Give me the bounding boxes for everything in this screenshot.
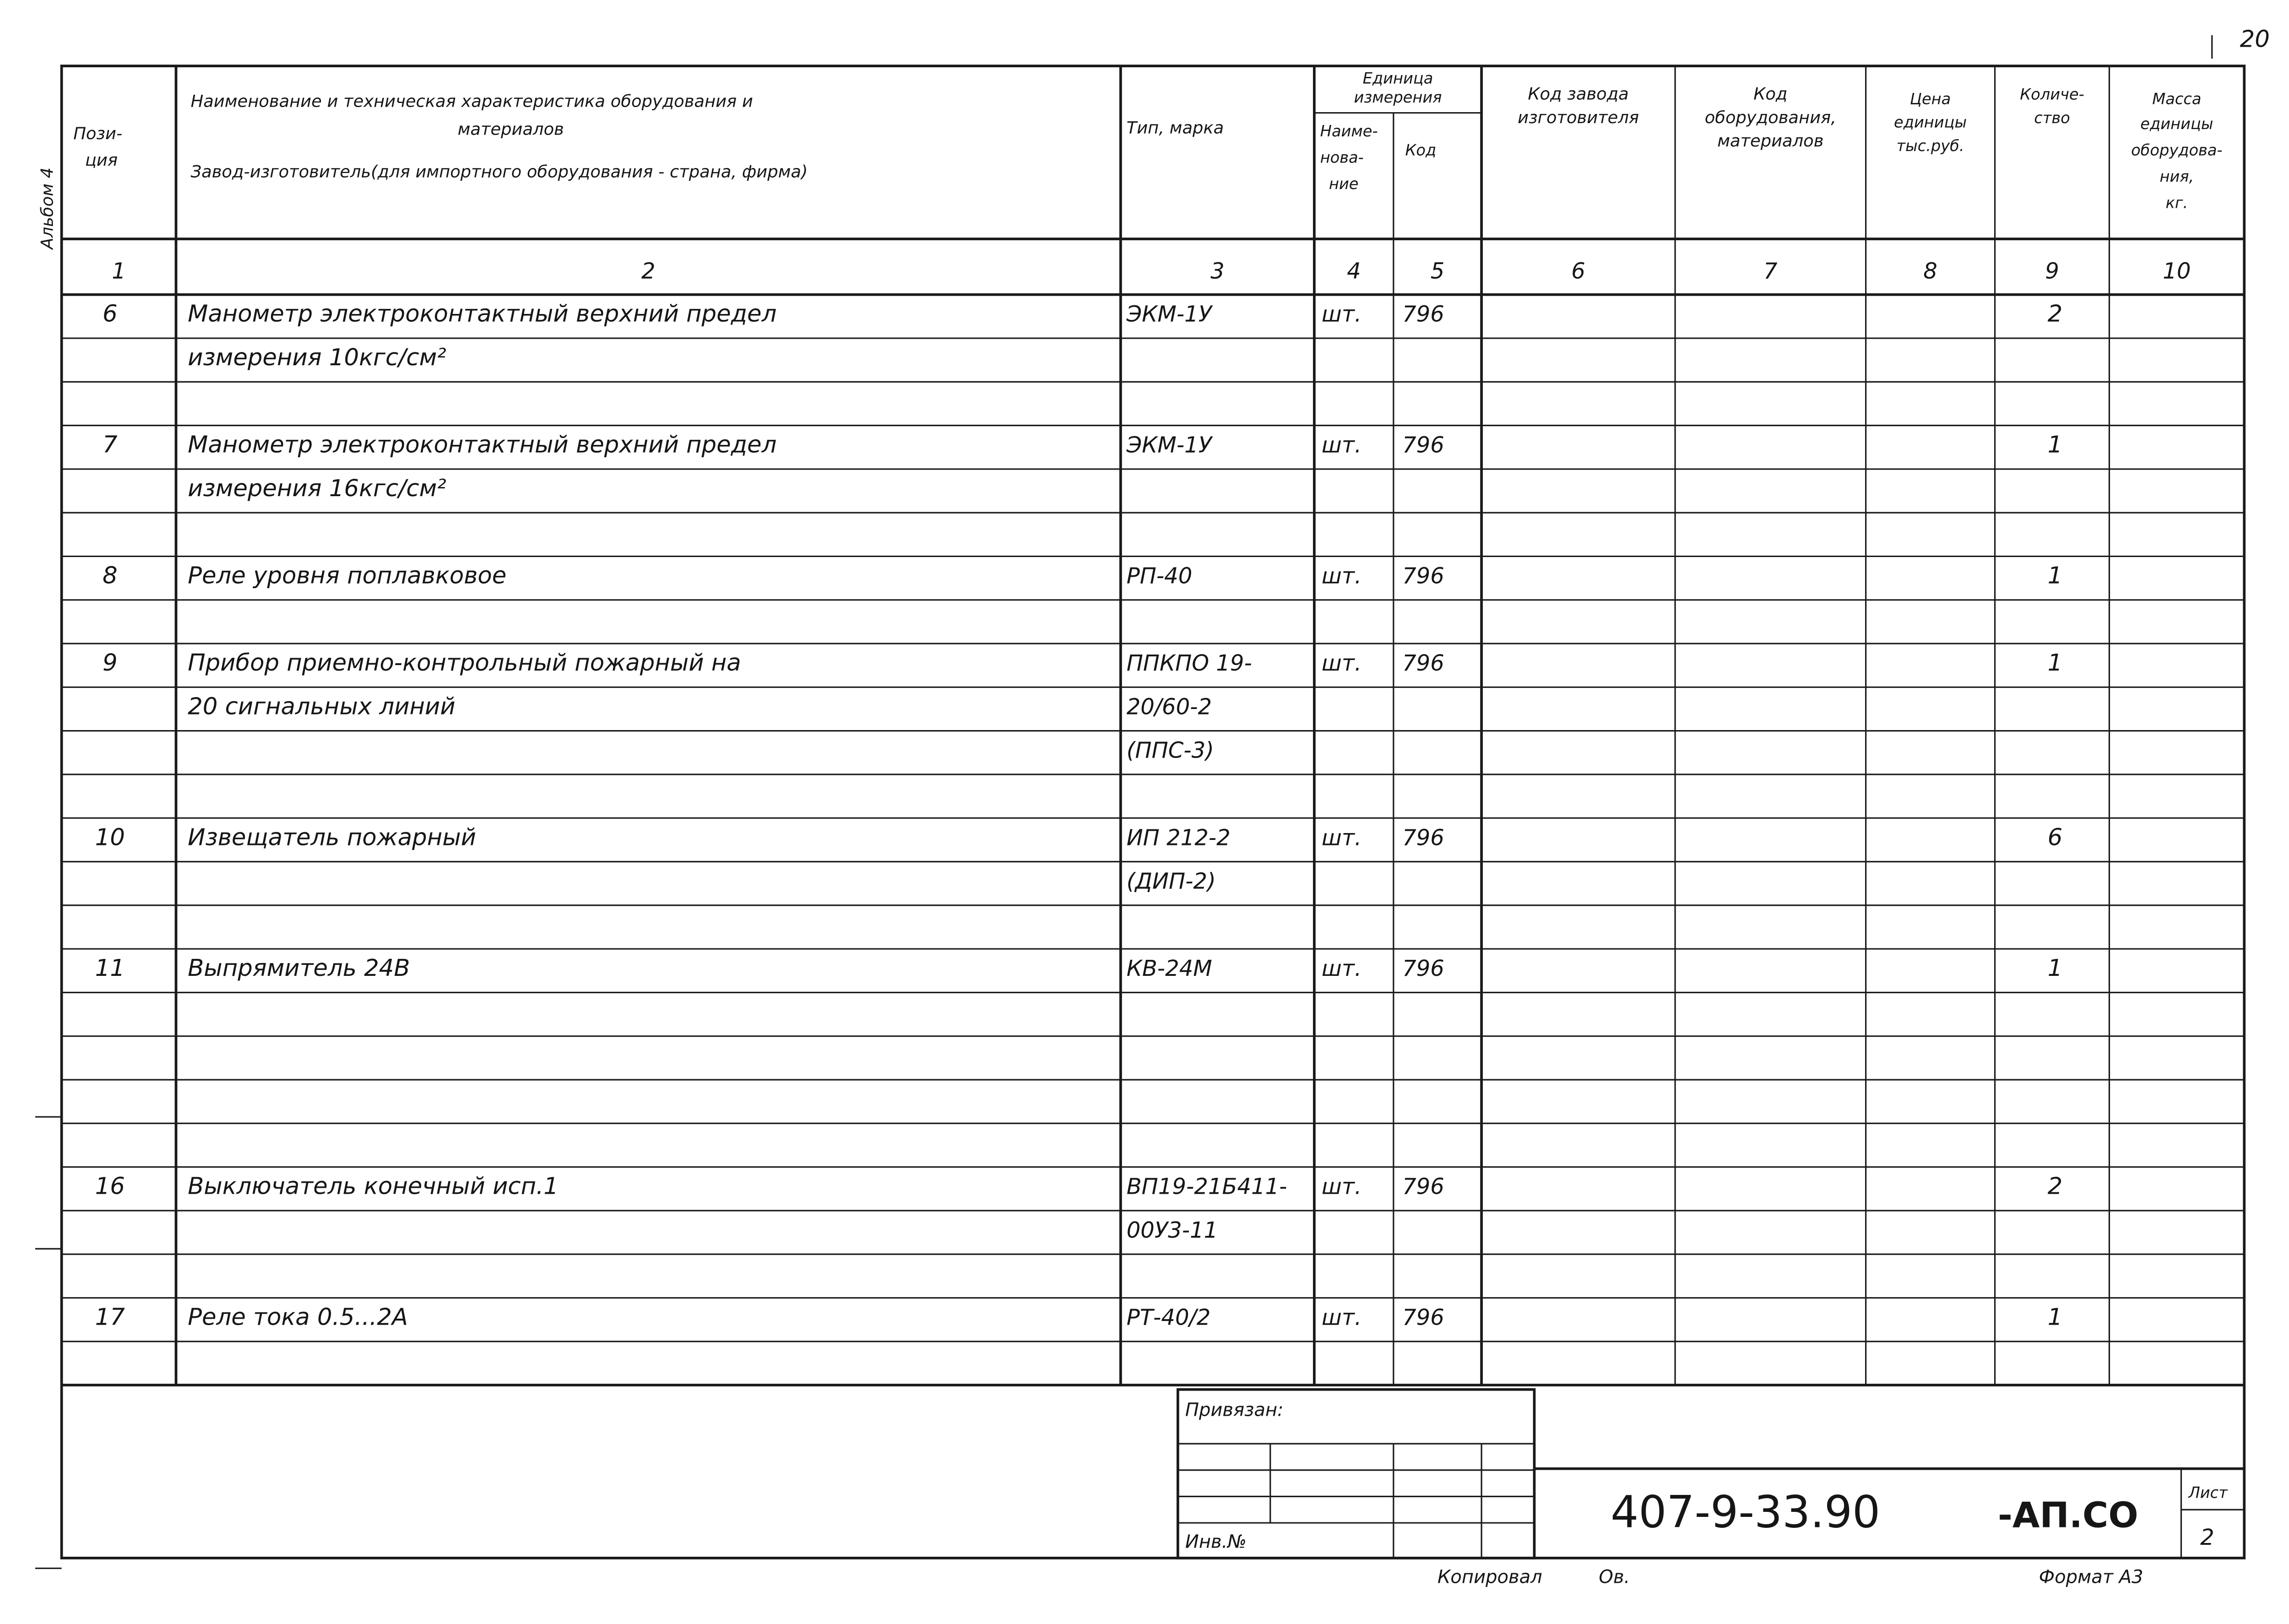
header-position-2: ция — [85, 150, 118, 170]
type-cell: 00У3-11 — [1126, 1217, 1218, 1243]
position-cell: 6 — [102, 300, 118, 328]
quantity-cell: 1 — [2047, 431, 2063, 459]
name-cell: Прибор приемно-контрольный пожарный на — [188, 649, 741, 677]
copied-signature: Ов. — [1599, 1566, 1630, 1588]
quantity-cell: 1 — [2047, 954, 2063, 982]
name-cell: Реле тока 0.5...2А — [188, 1303, 408, 1331]
document-suffix: -АП.СО — [1997, 1495, 2138, 1536]
type-cell: РТ-40/2 — [1126, 1305, 1211, 1331]
bound-label: Привязан: — [1185, 1399, 1284, 1421]
header-name-2: материалов — [457, 119, 564, 139]
unit-cell: шт. — [1321, 432, 1362, 458]
column-number: 6 — [1571, 258, 1585, 284]
column-number: 3 — [1210, 258, 1225, 284]
header-equipment-code-3: материалов — [1717, 131, 1824, 151]
column-number: 10 — [2163, 258, 2191, 284]
header-factory-code-2: изготовителя — [1518, 107, 1639, 127]
position-cell: 16 — [95, 1172, 125, 1200]
type-cell: (ДИП-2) — [1126, 868, 1216, 894]
header-unit-name-1: Наиме- — [1320, 122, 1378, 140]
header-name-3: Завод-изготовитель(для импортного оборудования - страна, фирма) — [190, 162, 808, 182]
quantity-cell: 6 — [2047, 823, 2063, 851]
copied-label: Копировал — [1437, 1566, 1542, 1588]
type-cell: ИП 212-2 — [1126, 825, 1231, 851]
unit-cell: шт. — [1321, 1305, 1362, 1331]
type-cell: ЭКМ-1У — [1126, 301, 1212, 327]
header-price-1: Цена — [1909, 90, 1951, 108]
unit-code-cell: 796 — [1402, 825, 1444, 851]
header-position-1: Пози- — [73, 124, 123, 144]
name-cell: 20 сигнальных линий — [188, 693, 456, 720]
header-mass-1: Масса — [2152, 90, 2202, 108]
header-unit-group-1: Единица — [1362, 69, 1433, 87]
unit-code-cell: 796 — [1402, 432, 1444, 458]
unit-cell: шт. — [1321, 563, 1362, 589]
table-body — [95, 300, 2063, 1331]
column-number: 9 — [2045, 258, 2059, 284]
header-unit-name-3: ние — [1329, 175, 1359, 193]
header-price-3: тыс.руб. — [1896, 136, 1964, 155]
name-cell: Выпрямитель 24В — [188, 954, 410, 982]
type-cell: 20/60-2 — [1126, 694, 1212, 720]
name-cell: Манометр электроконтактный верхний предел — [188, 431, 777, 459]
unit-cell: шт. — [1321, 1174, 1362, 1200]
name-cell: Манометр электроконтактный верхний предел — [188, 300, 777, 328]
header-unit-code: Код — [1405, 141, 1437, 159]
title-stamp — [62, 1385, 2245, 1558]
header-quantity-1: Количе- — [2020, 85, 2084, 103]
name-cell: Реле уровня поплавковое — [188, 562, 507, 590]
column-number: 5 — [1430, 258, 1445, 284]
unit-code-cell: 796 — [1402, 1174, 1444, 1200]
document-code: 407-9-33.90 — [1611, 1486, 1881, 1538]
type-cell: ЭКМ-1У — [1126, 432, 1212, 458]
header-mass-2: единицы — [2140, 114, 2213, 133]
footer — [1437, 1566, 2143, 1587]
header-equipment-code-1: Код — [1753, 84, 1788, 104]
type-cell: РП-40 — [1126, 563, 1193, 589]
column-number: 4 — [1347, 258, 1361, 284]
unit-cell: шт. — [1321, 301, 1362, 327]
position-cell: 8 — [102, 562, 118, 590]
table-header — [73, 70, 2222, 212]
name-cell: Выключатель конечный исп.1 — [188, 1172, 559, 1200]
column-number: 2 — [641, 258, 656, 284]
position-cell: 11 — [95, 954, 125, 982]
sheet-number: 2 — [2200, 1525, 2214, 1551]
quantity-cell: 1 — [2047, 649, 2063, 677]
page-number: 20 — [2240, 25, 2270, 53]
column-number: 8 — [1923, 258, 1937, 284]
unit-code-cell: 796 — [1402, 563, 1444, 589]
column-numbers — [112, 258, 2191, 284]
type-cell: (ППС-3) — [1126, 737, 1214, 763]
header-price-2: единицы — [1894, 113, 1967, 131]
header-unit-group-2: измерения — [1354, 88, 1442, 107]
column-number: 7 — [1763, 258, 1778, 284]
header-quantity-2: ство — [2034, 108, 2070, 127]
column-number: 1 — [112, 258, 126, 284]
unit-code-cell: 796 — [1402, 650, 1444, 677]
unit-code-cell: 796 — [1402, 1305, 1444, 1331]
quantity-cell: 1 — [2047, 1303, 2063, 1331]
position-cell: 9 — [102, 649, 118, 677]
header-name-1: Наименование и техническая характеристика оборудования и — [190, 91, 753, 111]
type-cell: КВ-24М — [1126, 956, 1212, 982]
unit-code-cell: 796 — [1402, 956, 1444, 982]
header-mass-5: кг. — [2165, 194, 2188, 212]
unit-cell: шт. — [1321, 825, 1362, 851]
unit-cell: шт. — [1321, 650, 1362, 677]
inventory-label: Инв.№ — [1185, 1531, 1247, 1553]
header-unit-name-2: нова- — [1320, 148, 1364, 167]
quantity-cell: 1 — [2047, 562, 2063, 590]
header-factory-code-1: Код завода — [1528, 84, 1629, 104]
album-label: Альбом 4 — [37, 167, 57, 249]
header-equipment-code-2: оборудования, — [1704, 107, 1836, 127]
quantity-cell: 2 — [2047, 1172, 2063, 1200]
sheet-frame — [62, 66, 2245, 1558]
unit-cell: шт. — [1321, 956, 1362, 982]
sheet-label: Лист — [2188, 1483, 2228, 1502]
quantity-cell: 2 — [2047, 300, 2063, 328]
format-label: Формат А3 — [2039, 1566, 2143, 1588]
header-mass-3: оборудова- — [2131, 141, 2223, 159]
type-cell: ППКПО 19- — [1126, 650, 1252, 677]
unit-code-cell: 796 — [1402, 301, 1444, 327]
position-cell: 17 — [95, 1303, 125, 1331]
name-cell: измерения 10кгс/см² — [188, 344, 446, 372]
header-type: Тип, марка — [1126, 118, 1224, 138]
name-cell: Извещатель пожарный — [188, 823, 477, 851]
name-cell: измерения 16кгс/см² — [188, 474, 446, 502]
type-cell: ВП19-21Б411- — [1126, 1174, 1287, 1200]
position-cell: 7 — [102, 431, 118, 459]
position-cell: 10 — [95, 823, 125, 851]
header-mass-4: ния, — [2159, 168, 2194, 186]
